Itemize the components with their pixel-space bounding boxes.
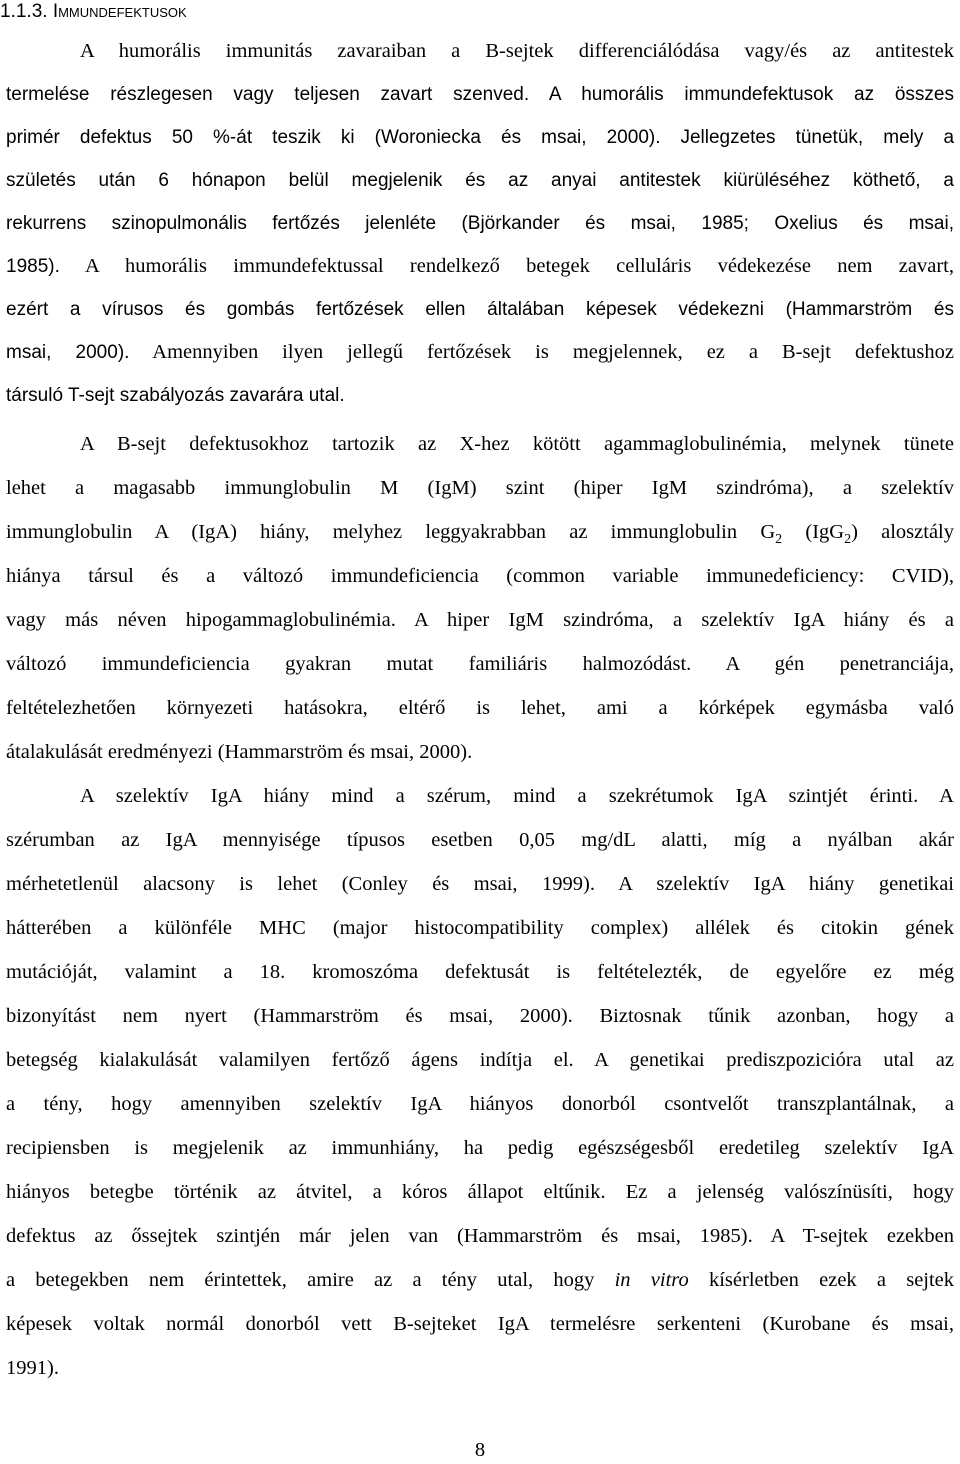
page-number: 8 bbox=[474, 1439, 486, 1461]
paragraph-line: mutációját, valamint a 18. kromoszóma defektusát is feltételezték, de egyelőre ez még bbox=[6, 961, 954, 983]
paragraph-line: immunglobulin A (IgA) hiány, melyhez leggyakrabban az immunglobulin $G_2$ (IgG$_2$) alosztály bbox=[6, 521, 954, 548]
paragraph-line: ezért a vírusos és gombás fertőzések ellen általában képesek védekezni (Hammarström és bbox=[6, 299, 954, 320]
paragraph-line: a tény, hogy amennyiben szelektív IgA hiányos donorból csontvelőt transzplantálnak, a bbox=[6, 1093, 954, 1115]
section-title: Immundefektusok bbox=[52, 1, 187, 22]
paragraph-line: defektus az őssejtek szintjén már jelen van (Hammarström és msai, 1985). A T-sejtek ezekben bbox=[6, 1225, 954, 1247]
paragraph-line: recipiensben is megjelenik az immunhiány, ha pedig egészségesből eredetileg szelektív IgA bbox=[6, 1137, 954, 1159]
paragraph-line: A humorális immunitás zavaraiban a B-sejtek differenciálódása vagy/és az antitestek bbox=[80, 40, 954, 62]
section-number: 1.1.3. bbox=[0, 1, 48, 22]
paragraph-line: primér defektus 50 %-át teszik ki (Woroniecka és msai, 2000). Jellegzetes tünetük, mely a bbox=[6, 127, 955, 148]
paragraph-line: vagy más néven hipogammaglobulinémia. A hiper IgM szindróma, a szelektív IgA hiány és a bbox=[6, 609, 954, 631]
paragraph-line: termelése részlegesen vagy teljesen zavart szenved. A humorális immundefektusok az összes bbox=[6, 84, 954, 105]
paragraph-line: betegség kialakulását valamilyen fertőző ágens indítja el. A genetikai prediszpozicióra utal az bbox=[6, 1049, 954, 1071]
in-vitro-italic: in vitro bbox=[614, 1269, 689, 1291]
paragraph-line: 1991). bbox=[6, 1357, 59, 1379]
paragraph-line: változó immundeficiencia gyakran mutat familiáris halmozódást. A gén penetranciája, bbox=[6, 653, 954, 675]
paragraph-line: hiányos betegbe történik az átvitel, a kóros állapot eltűnik. Ez a jelenség valószínüsíti, hogy bbox=[6, 1181, 954, 1203]
paragraph-line: feltételezhetően környezeti hatásokra, eltérő is lehet, ami a kórképek egymásba való bbox=[6, 697, 954, 719]
paragraph-line: társuló T-sejt szabályozás zavarára utal. bbox=[6, 385, 345, 406]
paragraph-line: a betegekben nem érintettek, amire az a tény utal, hogy in vitro kísérletben ezek a sejtek bbox=[6, 1269, 955, 1291]
paragraph-line: hátterében a különféle MHC (major histocompatibility complex) allélek és citokin gének bbox=[6, 917, 954, 939]
section-heading bbox=[0, 0, 187, 24]
paragraph-line: lehet a magasabb immunglobulin M (IgM) szint (hiper IgM szindróma), a szelektív bbox=[6, 477, 954, 499]
paragraph-line: képesek voltak normál donorból vett B-sejteket IgA termelésre serkenteni (Kurobane és msai, bbox=[6, 1313, 954, 1335]
paragraph-line: A B-sejt defektusokhoz tartozik az X-hez kötött agammaglobulinémia, melynek tünete bbox=[80, 433, 954, 455]
paragraph-line: bizonyítást nem nyert (Hammarström és msai, 2000). Biztosnak tűnik azonban, hogy a bbox=[6, 1005, 954, 1027]
paragraph-line: születés után 6 hónapon belül megjelenik és az anyai antitestek kiürüléséhez köthető, a bbox=[6, 170, 954, 191]
paragraph-line: rekurrens szinopulmonális fertőzés jelenléte (Björkander és msai, 1985; Oxelius és msai, bbox=[6, 213, 954, 234]
paragraph-line: szérumban az IgA mennyisége típusos esetben 0,05 mg/dL alatti, míg a nyálban akár bbox=[6, 829, 954, 851]
paragraph-line: 1985). A humorális immundefektussal rendelkező betegek celluláris védekezése nem zavart, bbox=[6, 255, 954, 277]
paragraph-line: A szelektív IgA hiány mind a szérum, mind a szekrétumok IgA szintjét érinti. A bbox=[80, 785, 954, 807]
paragraph-line: msai, 2000). Amennyiben ilyen jellegű fertőzések is megjelennek, ez a B-sejt defektushoz bbox=[6, 341, 955, 363]
paragraph-line: átalakulását eredményezi (Hammarström és msai, 2000). bbox=[6, 741, 473, 763]
paragraph-line: mérhetetlenül alacsony is lehet (Conley és msai, 1999). A szelektív IgA hiány genetikai bbox=[6, 873, 954, 895]
paragraph-line: hiánya társul és a változó immundeficiencia (common variable immunedeficiency: CVID), bbox=[6, 565, 954, 587]
